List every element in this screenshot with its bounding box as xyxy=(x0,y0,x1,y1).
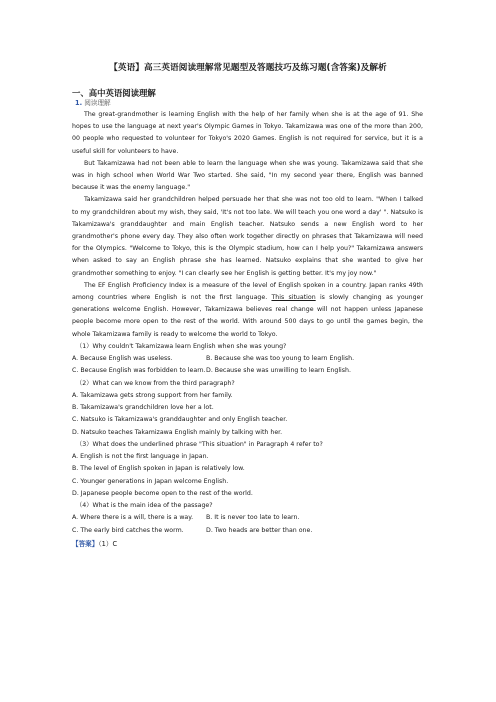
question-2-option-b: B. Takamizawa's grandchildren love her a lot. xyxy=(72,404,214,412)
question-4-option-c: C. The early bird catches the worm. xyxy=(72,526,184,534)
question-1-option-a: A. Because English was useless. xyxy=(72,355,173,363)
paragraph-2: But Takamizawa had not been able to learn the language when she was young. Takamizawa said that she was in high school when World War Two started. She said, "In my second year there, English was banned because it was the enemy language." xyxy=(72,159,423,192)
question-1-options-row-1 xyxy=(72,353,423,365)
document-body xyxy=(72,98,423,550)
question-2-stem: （2）What can we know from the third paragraph? xyxy=(76,379,235,387)
question-4-option-b: B. It is never too late to learn. xyxy=(206,514,300,522)
question-header xyxy=(75,98,423,109)
question-1-option-b: B. Because she was too young to learn English. xyxy=(206,355,355,363)
question-3-option-a: A. English is not the first language in Japan. xyxy=(72,453,209,461)
document-title: 【英语】高三英语阅读理解常见题型及答题技巧及练习题(含答案)及解析 xyxy=(109,63,387,73)
question-1-option-c: C. Because English was forbidden to learn. xyxy=(72,367,206,375)
question-4-stem: （4）What is the main idea of the passage? xyxy=(76,502,213,510)
question-4-option-a: A. Where there is a will, there is a way. xyxy=(72,514,194,522)
paragraph-3: Takamizawa said her grandchildren helped persuade her that she was not too old to learn. "When I talked to my grandchildren about my wish, they said, 'It's not too late. We will teach you one word a day' ". Natsuko is Takamizawa's granddaughter and main English teacher. Natsuko sends a new English word to her grandmother's phone every day. They also often work together directly on phrases that Takamizawa will need for the Olympics. "Welcome to Tokyo, this is the Olympic stadium, how can I help you?" Takamizawa answers when asked to say an English phrase she has learned. Natsuko explains that she wanted to give her grandmother something to enjoy. "I can clearly see her English is getting better. It's my joy now." xyxy=(72,196,423,277)
answer-line xyxy=(72,538,423,550)
question-4-option-d: D. Two heads are better than one. xyxy=(206,526,313,534)
question-3-option-c: C. Younger generations in Japan welcome English. xyxy=(72,477,229,485)
question-2-option-d: D. Natsuko teaches Takamizawa English mainly by talking with her. xyxy=(72,428,283,436)
question-4-options-row-1 xyxy=(72,512,423,524)
question-1-stem: （1）Why couldn't Takamizawa learn English when she was young? xyxy=(76,342,287,350)
underlined-phrase: This situation xyxy=(271,294,316,302)
answer-tag: 【答案】 xyxy=(72,539,99,548)
question-2-option-a: A. Takamizawa gets strong support from her family. xyxy=(72,391,233,399)
question-1-options-row-2 xyxy=(72,365,423,377)
question-4-options-row-2 xyxy=(72,525,423,537)
question-number: 1. xyxy=(75,99,83,107)
question-3-stem: （3）What does the underlined phrase "This situation" in Paragraph 4 refer to? xyxy=(76,440,323,448)
section-heading: 一、高中英语阅读理解 xyxy=(72,88,156,98)
paragraph-1: The great-grandmother is learning English with the help of her family when she is at the age of 91. She hopes to use the language at next year's Olympic Games in Tokyo. Takamizawa was one of the more than 200, 00 people who requested to volunteer for Tokyo's 2020 Games. English is not required for service, but it is a useful skill for volunteers to have. xyxy=(72,111,423,155)
paragraph-4-before: The EF English Proficiency Index is a measure of the level of English spoken in a country. Japan ranks 49th among countries where English is not the first language. xyxy=(72,281,423,302)
question-2-option-c: C. Natsuko is Takamizawa's granddaughter and only English teacher. xyxy=(72,416,288,424)
question-label: 阅读理解 xyxy=(84,99,111,107)
question-3-option-d: D. Japanese people become open to the rest of the world. xyxy=(72,489,253,497)
question-3-option-b: B. The level of English spoken in Japan is relatively low. xyxy=(72,465,245,473)
question-1-option-d: D. Because she was unwilling to learn English. xyxy=(206,367,351,375)
answer-text: （1）C xyxy=(98,539,118,548)
paragraph-4 xyxy=(72,280,423,341)
paragraph-4-after: is slowly changing as younger generations welcome English. However, Takamizawa believes real change will not happen unless Japanese people become more open to the rest of the world. With around 500 days to go until the games begin, the whole Takamizawa family is ready to welcome the world to Tokyo. xyxy=(72,294,424,338)
